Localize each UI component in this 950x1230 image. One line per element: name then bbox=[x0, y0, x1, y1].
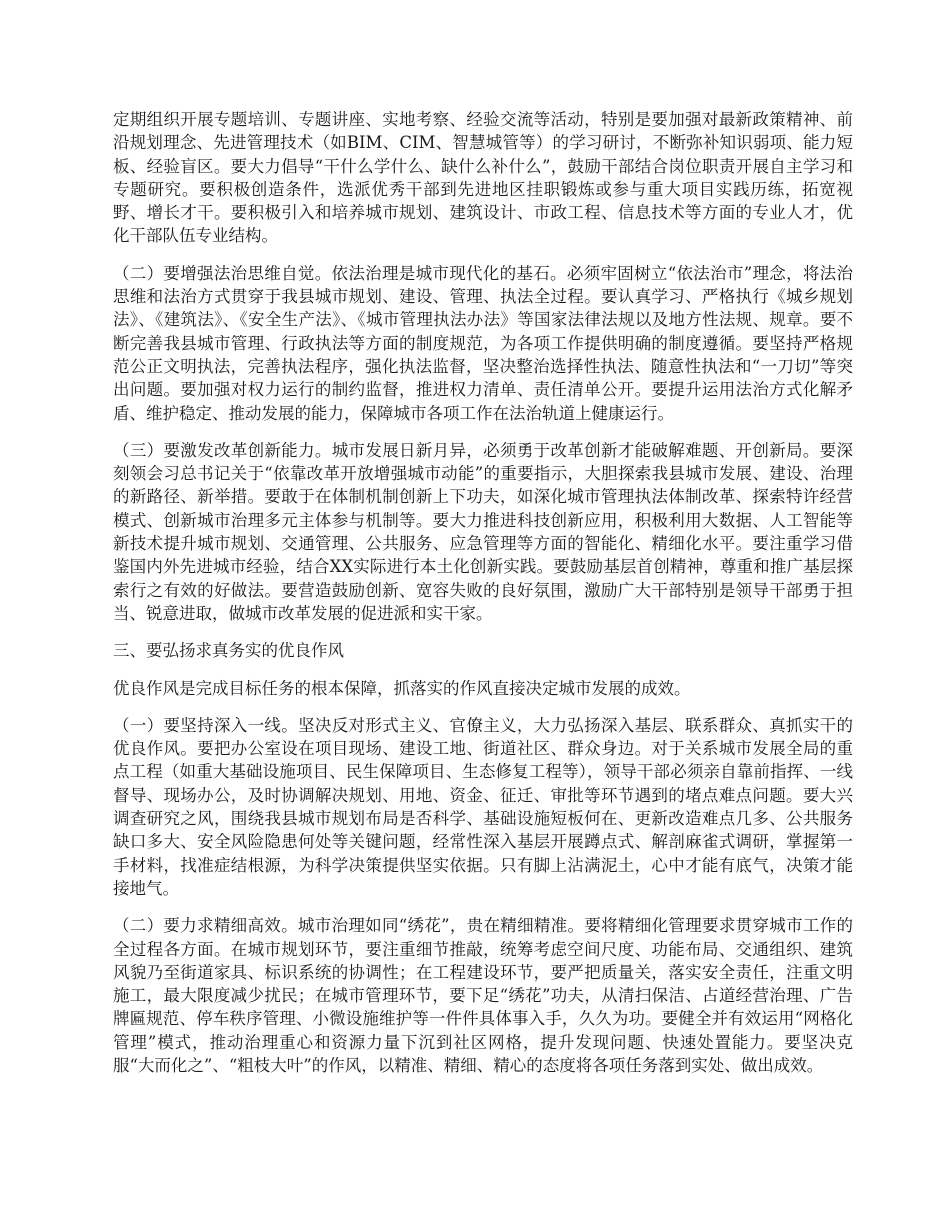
paragraph-reform-innovation: （三）要激发改革创新能力。城市发展日新月异，必须勇于改革创新才能破解难题、开创新局。要深刻领会习总书记关于“依靠改革开放增强城市动能”的重要指示，大胆探索我县城市发展、建设、治理的新路径、新举措。要敢于在体制机制创新上下功夫，如深化城市管理执法体制改革、探索特许经营模式、创新城市治理多元主体参与机制等。要大力推进科技创新应用，积极利用大数据、人工智能等新技术提升城市规划、交通管理、公共服务、应急管理等方面的智能化、精细化水平。要注重学习借鉴国内外先进城市经验，结合XX实际进行本土化创新实践。要鼓励基层首创精神，尊重和推广基层探索行之有效的好做法。要营造鼓励创新、宽容失败的良好氛围，激励广大干部特别是领导干部勇于担当、锐意进取，做城市改革发展的促进派和实干家。 bbox=[113, 440, 853, 623]
document-body bbox=[113, 108, 853, 1091]
paragraph-refined-efficient: （二）要力求精细高效。城市治理如同“绣花”，贵在精细精准。要将精细化管理要求贯穿城市工作的全过程各方面。在城市规划环节，要注重细节推敲，统筹考虑空间尺度、功能布局、交通组织、建筑风貌乃至街道家具、标识系统的协调性；在工程建设环节，要严把质量关，落实安全责任，注重文明施工，最大限度减少扰民；在城市管理环节，要下足“绣花”功夫，从清扫保洁、占道经营治理、广告牌匾规范、停车秩序管理、小微设施维护等一件件具体事入手，久久为功。要健全并有效运用“网格化管理”模式，推动治理重心和资源力量下沉到社区网格，提升发现问题、快速处置能力。要坚决克服“大而化之”、“粗枝大叶”的作风，以精准、精细、精心的态度将各项任务落到实处、做出成效。 bbox=[113, 916, 853, 1075]
paragraph-work-style-intro: 优良作风是完成目标任务的根本保障，抓落实的作风直接决定城市发展的成效。 bbox=[113, 678, 691, 698]
paragraph-cadre-training: 定期组织开展专题培训、专题讲座、实地考察、经验交流等活动，特别是要加强对最新政策精神、前沿规划理念、先进管理技术（如BIM、CIM、智慧城管等）的学习研讨，不断弥补知识弱项、能力短板、经验盲区。要大力倡导“干什么学什么、缺什么补什么”，鼓励干部结合岗位职责开展自主学习和专题研究。要积极创造条件，选派优秀干部到先进地区挂职锻炼或参与重大项目实践历练，拓宽视野、增长才干。要积极引入和培养城市规划、建筑设计、市政工程、信息技术等方面的专业人才，优化干部队伍专业结构。 bbox=[113, 110, 853, 246]
paragraph-frontline: （一）要坚持深入一线。坚决反对形式主义、官僚主义，大力弘扬深入基层、联系群众、真抓实干的优良作风。要把办公室设在项目现场、建设工地、街道社区、群众身边。对于关系城市发展全局的重点工程（如重大基础设施项目、民生保障项目、生态修复工程等），领导干部必须亲自靠前指挥、一线督导、现场办公，及时协调解决规划、用地、资金、征迁、审批等环节遇到的堵点难点问题。要大兴调查研究之风，围绕我县城市规划布局是否科学、基础设施短板何在、更新改造难点几多、公共服务缺口多大、安全风险隐患何处等关键问题，经常性深入基层开展蹲点式、解剖麻雀式调研，掌握第一手材料，找准症结根源，为科学决策提供坚实依据。只有脚上沾满泥土，心中才能有底气，决策才能接地气。 bbox=[113, 715, 853, 898]
paragraph-rule-of-law: （二）要增强法治思维自觉。依法治理是城市现代化的基石。必须牢固树立“依法治市”理念，将法治思维和法治方式贯穿于我县城市规划、建设、管理、执法全过程。要认真学习、严格执行《城乡规划法》、《建筑法》、《安全生产法》、《城市管理执法办法》等国家法律法规以及地方性法规、规章。要不断完善我县城市管理、行政执法等方面的制度规范，为各项工作提供明确的制度遵循。要坚持严格规范公正文明执法，完善执法程序，强化执法监督，坚决整治选择性执法、随意性执法和“一刀切”等突出问题。要加强对权力运行的制约监督，推进权力清单、责任清单公开。要提升运用法治方式化解矛盾、维护稳定、推动发展的能力，保障城市各项工作在法治轨道上健康运行。 bbox=[113, 263, 853, 423]
section-heading-work-style: 三、要弘扬求真务实的优良作风 bbox=[113, 641, 344, 661]
